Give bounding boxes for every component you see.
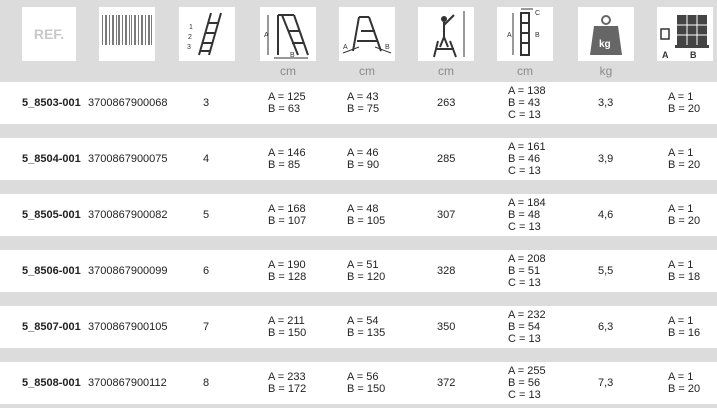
svg-text:B: B: [385, 44, 390, 51]
dimensions-top-cell-line: B = 120: [347, 271, 386, 283]
svg-text:3: 3: [187, 44, 191, 51]
packaging-cell-line: B = 18: [668, 271, 701, 283]
ref-cell: 5_8505-001: [22, 209, 81, 221]
packaging-cell: [668, 250, 700, 292]
dimensions-folded-cell-line: C = 13: [508, 109, 541, 121]
dimensions-open-cell-line: B = 150: [268, 327, 307, 339]
dimensions-top-cell: [347, 82, 379, 124]
ean-cell: 3700867900068: [88, 97, 168, 109]
packaging-cell-line: A = 1: [668, 371, 694, 383]
dimensions-folded-cell-line: A = 184: [508, 197, 546, 209]
working-height-cell: 328: [437, 265, 456, 277]
dimensions-open-cell: [268, 362, 306, 404]
table-row: [0, 362, 717, 404]
packaging-icon: [657, 7, 713, 61]
ladder-steps-icon: [179, 7, 235, 61]
weight-cell: 6,3: [598, 321, 614, 333]
dimensions-folded-cell-line: B = 48: [508, 209, 541, 221]
table-row: [0, 250, 717, 292]
unit-label: kg: [599, 64, 613, 78]
packaging-cell-line: B = 16: [668, 327, 701, 339]
dimensions-top-cell: [347, 306, 385, 348]
dimensions-open-cell-line: A = 211: [268, 315, 305, 327]
steps-cell: 7: [203, 321, 210, 333]
dimensions-top-cell: [347, 250, 385, 292]
steps-cell: 5: [203, 209, 210, 221]
working-height-icon: [418, 7, 474, 61]
dimensions-open-cell-line: B = 107: [268, 215, 307, 227]
dimensions-top-cell-line: B = 150: [347, 383, 386, 395]
steps-cell: 8: [203, 377, 210, 389]
packaging-cell: [668, 138, 700, 180]
ref-cell: 5_8506-001: [22, 265, 81, 277]
dimensions-open-cell-line: A = 233: [268, 371, 306, 383]
ref-header: REF.: [22, 7, 76, 61]
dimensions-top-cell: [347, 138, 379, 180]
packaging-cell-line: A = 1: [668, 203, 694, 215]
working-height-cell: 285: [437, 153, 456, 165]
dimensions-top-cell-line: B = 75: [347, 103, 380, 115]
svg-text:A: A: [264, 32, 269, 39]
packaging-cell-line: B = 20: [668, 215, 701, 227]
packaging-cell: [668, 362, 700, 404]
steps-cell: 4: [203, 153, 210, 165]
dimensions-open-cell-line: B = 63: [268, 103, 301, 115]
ean-cell: 3700867900105: [88, 321, 168, 333]
packaging-cell-line: A = 1: [668, 259, 694, 271]
table-row: [0, 306, 717, 348]
dimensions-folded-cell-line: C = 13: [508, 389, 541, 401]
dimensions-open-cell-line: B = 128: [268, 271, 307, 283]
dimensions-open-cell: [268, 82, 306, 124]
dimensions-folded-cell: [508, 362, 546, 404]
ladder-dimensions-icon: [260, 7, 316, 61]
table-row: [0, 82, 717, 124]
steps-cell: 3: [203, 97, 210, 109]
svg-text:A: A: [507, 32, 512, 39]
dimensions-top-cell-line: B = 105: [347, 215, 386, 227]
table-row: [0, 194, 717, 236]
svg-text:2: 2: [188, 34, 192, 41]
weight-cell: 5,5: [598, 265, 614, 277]
dimensions-folded-cell-line: B = 51: [508, 265, 541, 277]
packaging-cell-line: A = 1: [668, 147, 694, 159]
dimensions-top-cell-line: A = 46: [347, 147, 379, 159]
dimensions-top-cell-line: A = 43: [347, 91, 379, 103]
dimensions-folded-cell-line: A = 232: [508, 309, 546, 321]
packaging-cell: [668, 194, 700, 236]
working-height-cell: 372: [437, 377, 456, 389]
packaging-cell-line: B = 20: [668, 103, 701, 115]
svg-text:B: B: [535, 32, 540, 39]
dimensions-folded-cell-line: C = 13: [508, 221, 541, 233]
weight-cell: 3,3: [598, 97, 614, 109]
packaging-cell-line: A = 1: [668, 91, 694, 103]
dimensions-folded-cell-line: C = 13: [508, 277, 541, 289]
dimensions-open-cell-line: B = 172: [268, 383, 307, 395]
packaging-cell: [668, 82, 700, 124]
dimensions-open-cell-line: A = 190: [268, 259, 306, 271]
dimensions-top-cell-line: A = 48: [347, 203, 379, 215]
working-height-cell: 350: [437, 321, 456, 333]
ref-cell: 5_8504-001: [22, 153, 81, 165]
svg-text:B: B: [290, 52, 295, 59]
svg-text:A: A: [343, 44, 348, 51]
dimensions-open-cell: [268, 138, 306, 180]
packaging-cell-line: B = 20: [668, 159, 701, 171]
ladder-top-dimensions-icon: [339, 7, 395, 61]
dimensions-top-cell-line: A = 56: [347, 371, 379, 383]
table-row: [0, 138, 717, 180]
dimensions-folded-cell-line: C = 13: [508, 333, 541, 345]
ref-cell: 5_8507-001: [22, 321, 81, 333]
ean-cell: 3700867900082: [88, 209, 168, 221]
svg-text:A: A: [662, 50, 669, 60]
svg-text:C: C: [535, 10, 541, 17]
dimensions-folded-cell: [508, 138, 546, 180]
dimensions-open-cell-line: A = 125: [268, 91, 306, 103]
working-height-cell: 263: [437, 97, 456, 109]
dimensions-folded-cell-line: B = 54: [508, 321, 541, 333]
table-header: [0, 0, 717, 80]
weight-cell: 3,9: [598, 153, 614, 165]
weight-icon: [578, 7, 634, 61]
dimensions-folded-cell-line: A = 208: [508, 253, 546, 265]
ref-cell: 5_8508-001: [22, 377, 81, 389]
dimensions-folded-cell-line: A = 161: [508, 141, 546, 153]
unit-label: cm: [438, 64, 454, 78]
svg-text:1: 1: [189, 24, 193, 31]
dimensions-folded-cell-line: B = 56: [508, 377, 541, 389]
packaging-cell-line: A = 1: [668, 315, 694, 327]
dimensions-folded-cell-line: B = 46: [508, 153, 541, 165]
dimensions-open-cell-line: A = 168: [268, 203, 306, 215]
dimensions-folded-cell-line: B = 43: [508, 97, 541, 109]
dimensions-folded-cell: [508, 194, 546, 236]
dimensions-open-cell-line: A = 146: [268, 147, 306, 159]
unit-label: cm: [517, 64, 533, 78]
dimensions-top-cell-line: B = 135: [347, 327, 386, 339]
dimensions-top-cell-line: A = 51: [347, 259, 379, 271]
dimensions-folded-cell: [508, 306, 546, 348]
packaging-cell-line: B = 20: [668, 383, 701, 395]
dimensions-open-cell: [268, 194, 306, 236]
weight-cell: 7,3: [598, 377, 614, 389]
unit-label: cm: [359, 64, 375, 78]
packaging-cell: [668, 306, 700, 348]
weight-cell: 4,6: [598, 209, 614, 221]
ean-cell: 3700867900075: [88, 153, 168, 165]
dimensions-open-cell-line: B = 85: [268, 159, 301, 171]
dimensions-folded-cell-line: A = 138: [508, 85, 546, 97]
working-height-cell: 307: [437, 209, 456, 221]
dimensions-folded-cell: [508, 82, 546, 124]
unit-label: cm: [280, 64, 296, 78]
dimensions-folded-cell: [508, 250, 546, 292]
dimensions-open-cell: [268, 250, 306, 292]
dimensions-top-cell-line: B = 90: [347, 159, 380, 171]
svg-text:kg: kg: [599, 39, 611, 50]
dimensions-folded-cell-line: A = 255: [508, 365, 546, 377]
ean-cell: 3700867900099: [88, 265, 168, 277]
steps-cell: 6: [203, 265, 210, 277]
dimensions-folded-cell-line: C = 13: [508, 165, 541, 177]
ref-cell: 5_8503-001: [22, 97, 81, 109]
dimensions-top-cell: [347, 362, 385, 404]
ean-cell: 3700867900112: [88, 377, 167, 389]
dimensions-top-cell: [347, 194, 385, 236]
dimensions-open-cell: [268, 306, 306, 348]
folded-dimensions-icon: [497, 7, 553, 61]
barcode-icon: [99, 7, 155, 61]
dimensions-top-cell-line: A = 54: [347, 315, 379, 327]
svg-text:B: B: [690, 50, 697, 60]
